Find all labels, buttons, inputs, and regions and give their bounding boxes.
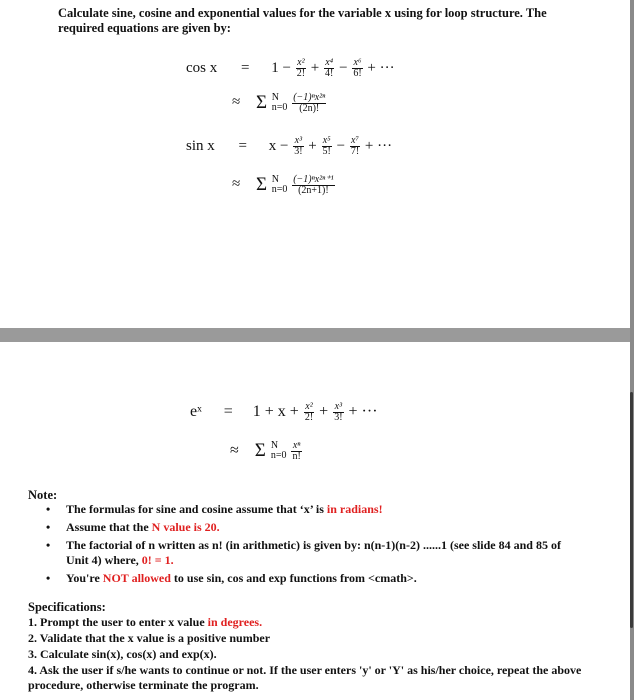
- sin-series-equation: [186, 136, 392, 157]
- exp-sigma: Σ: [254, 440, 266, 461]
- cos-approx: ≈: [232, 94, 241, 111]
- cos-op-2: −: [339, 59, 348, 76]
- note-item-radians: • The formulas for sine and cosine assume that ‘x’ is in radians!: [46, 502, 383, 516]
- exp-lhs: eˣ: [190, 403, 202, 421]
- exp-lead: 1 + x +: [252, 403, 299, 421]
- spec-item-3: 3. Calculate sin(x), cos(x) and exp(x).: [28, 647, 217, 661]
- note-heading: Note:: [28, 488, 58, 502]
- bullet-icon: •: [46, 520, 51, 534]
- bullet-icon: •: [46, 538, 51, 552]
- spec-item-1: 1. Prompt the user to enter x value in degrees.: [28, 615, 263, 629]
- sin-sigma: Σ: [255, 174, 268, 195]
- sin-tail: + ···: [364, 137, 393, 154]
- specifications-heading: Specifications:: [28, 600, 106, 614]
- exp-approx: ≈: [230, 441, 239, 459]
- sin-lead: x −: [268, 137, 289, 154]
- exp-equals: =: [223, 403, 233, 421]
- exp-term-2: $\frac{\text{x³}}{3!}$: [334, 401, 343, 423]
- exp-sum-equation: [230, 440, 303, 462]
- cos-series-equation: [186, 58, 395, 79]
- sin-term-2: $\frac{\text{x⁵}}{5!}$: [322, 135, 331, 157]
- spec-item-2: 2. Validate that the x value is a positive number: [28, 631, 271, 645]
- sin-sum-limits: N n=0: [271, 174, 288, 195]
- cos-op-1: +: [310, 59, 320, 76]
- cos-equals: =: [241, 59, 250, 76]
- top-panel: [0, 0, 634, 328]
- cos-tail: + ···: [367, 59, 395, 76]
- page-divider: [0, 328, 634, 342]
- bullet-icon: •: [46, 502, 51, 516]
- cos-sum-limits: N n=0: [271, 92, 288, 113]
- spec-item-4: 4. Ask the user if s/he wants to continue or not. If the user enters 'y' or 'Y' as his/her choice, repeat the above procedure, otherwise terminate the program.: [28, 663, 582, 692]
- sin-lhs: sin x: [186, 137, 215, 154]
- intro-line-1: Calculate sine, cosine and exponential values for the variable x using for loop structure. The: [58, 6, 547, 20]
- note-item-n-value: • Assume that the N value is 20.: [46, 520, 220, 534]
- exp-series-equation: [190, 402, 378, 423]
- intro-paragraph: [58, 6, 568, 36]
- scrollbar-thumb[interactable]: [630, 392, 633, 628]
- exp-sum-term: $\frac{\text{xⁿ}}{n!}$: [292, 439, 301, 462]
- note-item-factorial: • The factorial of n written as n! (in arithmetic) is given by: n(n-1)(n-2) ......1 (see slide 84 and 85 of Unit 4) where, 0! = 1.: [46, 538, 561, 567]
- cos-sum-equation: [232, 92, 327, 114]
- sin-equals: =: [238, 137, 247, 154]
- note-item-no-cmath: • You're NOT allowed to use sin, cos and exp functions from <cmath>.: [46, 571, 417, 585]
- sin-sum-term: $\frac{\text{(−1)ⁿx²ⁿ⁺¹}}{(2n+1)!}$: [293, 173, 334, 196]
- sin-approx: ≈: [232, 176, 241, 193]
- sin-op-2: −: [336, 137, 346, 154]
- cos-term-2: $\frac{\text{x⁴}}{4!}$: [325, 57, 334, 79]
- cos-lhs: cos x: [186, 59, 218, 76]
- intro-line-2: required equations are given by:: [58, 21, 231, 35]
- specifications-list: [28, 615, 588, 694]
- sin-term-1: $\frac{\text{x³}}{3!}$: [294, 135, 303, 157]
- cos-term-1: $\frac{\text{x²}}{2!}$: [296, 57, 306, 79]
- cos-term-3: $\frac{\text{x⁶}}{6!}$: [353, 57, 362, 79]
- sin-op-1: +: [308, 137, 317, 154]
- sin-term-3: $\frac{\text{x⁷}}{7!}$: [350, 135, 360, 157]
- cos-lead: 1 −: [271, 59, 291, 76]
- note-list: [46, 502, 566, 589]
- exp-op-1: +: [319, 403, 329, 421]
- exp-tail: + ···: [348, 403, 378, 421]
- cos-sigma: Σ: [255, 92, 268, 113]
- sin-sum-equation: [232, 174, 336, 196]
- exp-sum-limits: N n=0: [270, 440, 287, 461]
- exp-term-1: $\frac{\text{x²}}{2!}$: [304, 401, 314, 423]
- bullet-icon: •: [46, 571, 51, 585]
- cos-sum-term: $\frac{\text{(−1)ⁿx²ⁿ}}{(2n)!}$: [293, 91, 326, 114]
